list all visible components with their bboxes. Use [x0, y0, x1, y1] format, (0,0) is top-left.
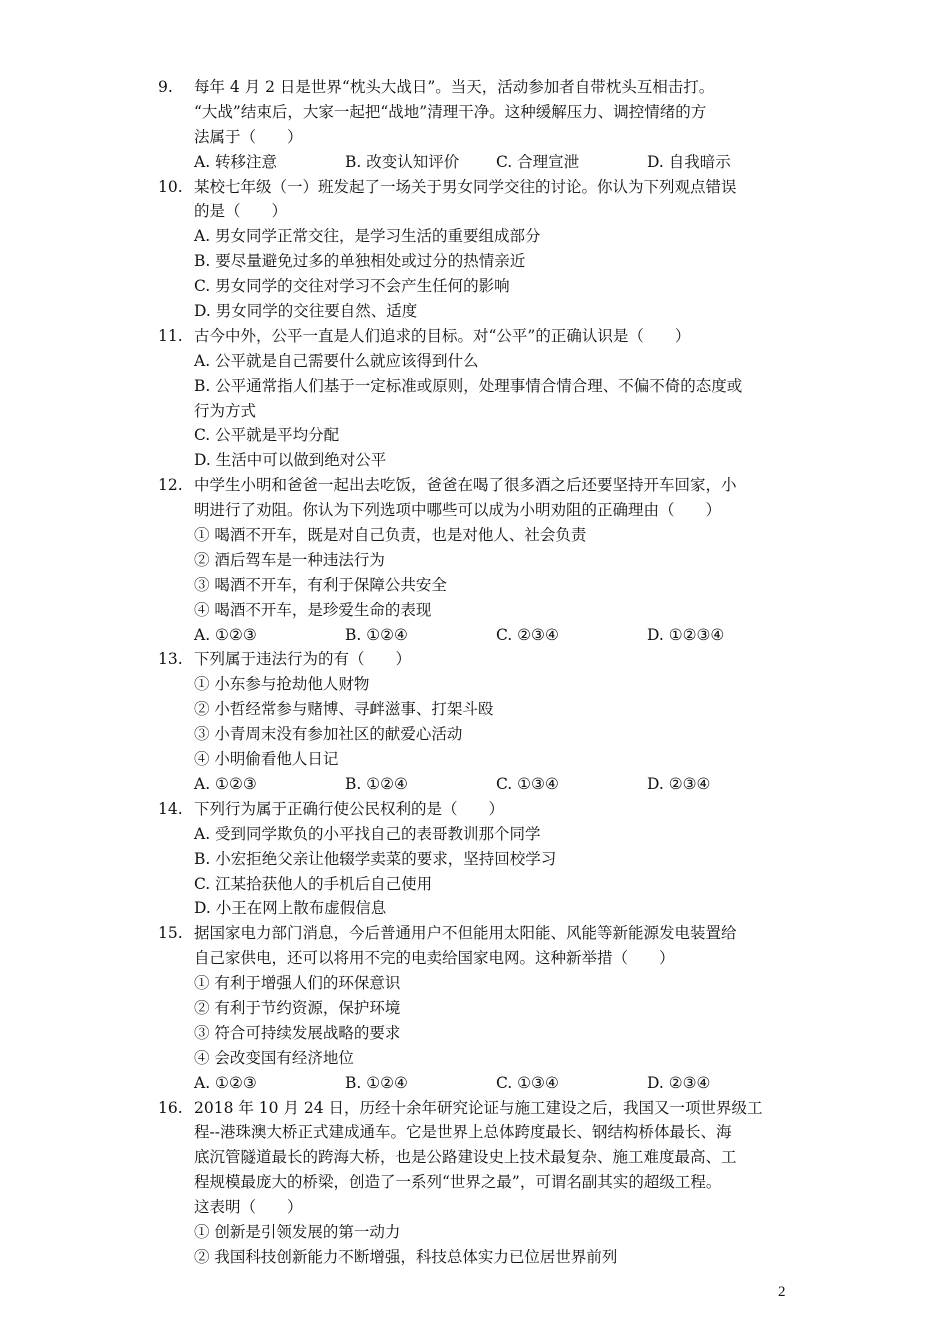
answer-choices-row: [158, 623, 798, 648]
question-stem-line: 某校七年级（一）班发起了一场关于男女同学交往的讨论。你认为下列观点错误: [194, 177, 737, 196]
question-stem-line: 中学生小明和爸爸一起出去吃饭，爸爸在喝了很多酒之后还要坚持开车回家，小: [194, 476, 737, 495]
statement-item: ③ 小青周末没有参加社区的献爱心活动: [194, 725, 463, 744]
answer-option: A. 公平就是自己需要什么就应该得到什么: [194, 351, 479, 370]
question-list: [158, 75, 798, 1270]
statement-item: ③ 喝酒不开车，有利于保障公共安全: [194, 575, 447, 594]
question-number: 9.: [158, 78, 173, 96]
answer-choice: C. ②③④: [496, 625, 559, 644]
answer-choice: B. ①②④: [345, 625, 408, 644]
question-block: [158, 1096, 798, 1270]
answer-option: B. 公平通常指人们基于一定标准或原则，处理事情合情合理、不偏不倚的态度或: [194, 376, 743, 395]
answer-option: B. 要尽量避免过多的单独相处或过分的热情亲近: [194, 252, 526, 271]
answer-choice: A. ①②③: [194, 625, 257, 644]
answer-option: 行为方式: [194, 401, 257, 420]
question-stem-line: 据国家电力部门消息，今后普通用户不但能用太阳能、风能等新能源发电装置给: [194, 924, 737, 943]
statement-item: ① 小东参与抢劫他人财物: [194, 675, 370, 694]
statement-item: ② 我国科技创新能力不断增强，科技总体实力已位居世界前列: [194, 1247, 618, 1266]
question-block: [158, 473, 798, 647]
question-block: [158, 647, 798, 796]
question-number: 10.: [158, 177, 183, 196]
answer-choice: B. ①②④: [345, 774, 408, 793]
statement-item: ① 喝酒不开车，既是对自己负责，也是对他人、社会负责: [194, 526, 587, 545]
statement-item: ② 小哲经常参与赌博、寻衅滋事、打架斗殴: [194, 700, 494, 719]
page-number: 2: [778, 1284, 786, 1300]
question-stem-line: 2018 年 10 月 24 日，历经十余年研究论证与施工建设之后，我国又一项世界级工: [194, 1098, 763, 1117]
answer-choice: C. 合理宣泄: [496, 152, 580, 171]
answer-option: D. 男女同学的交往要自然、适度: [194, 302, 418, 321]
question-stem-line: 法属于（ ）: [194, 127, 303, 146]
statement-item: ① 有利于增强人们的环保意识: [194, 974, 401, 993]
question-stem-line: 程--港珠澳大桥正式建成通车。它是世界上总体跨度最长、钢结构桥体最长、海: [194, 1123, 732, 1142]
question-stem-line: 这表明（ ）: [194, 1198, 303, 1217]
answer-choice: D. ①②③④: [647, 625, 725, 644]
answer-choice: C. ①③④: [496, 774, 559, 793]
answer-option: B. 小宏拒绝父亲让他辍学卖菜的要求，坚持回校学习: [194, 849, 557, 868]
question-block: [158, 175, 798, 324]
question-stem-line: 程规模最庞大的桥梁，创造了一系列“世界之最”，可谓名副其实的超级工程。: [194, 1173, 722, 1192]
answer-option: D. 生活中可以做到绝对公平: [194, 451, 387, 470]
question-stem-line: 明进行了劝阻。你认为下列选项中哪些可以成为小明劝阻的正确理由（ ）: [194, 501, 722, 520]
question-stem-line: 下列属于违法行为的有（ ）: [194, 650, 412, 669]
statement-item: ② 酒后驾车是一种违法行为: [194, 550, 385, 569]
answer-choice: A. ①②③: [194, 1073, 257, 1092]
answer-option: D. 小王在网上散布虚假信息: [194, 899, 387, 918]
answer-choice: A. 转移注意: [194, 152, 278, 171]
answer-choice: D. ②③④: [647, 774, 711, 793]
question-stem-line: 古今中外，公平一直是人们追求的目标。对“公平”的正确认识是（ ）: [194, 326, 691, 345]
question-number: 15.: [158, 924, 183, 943]
question-number: 16.: [158, 1098, 183, 1117]
question-stem-line: 底沉管隧道最长的跨海大桥，也是公路建设史上技术最复杂、施工难度最高、工: [194, 1148, 737, 1167]
statement-item: ④ 小明偷看他人日记: [194, 750, 339, 769]
statement-item: ③ 符合可持续发展战略的要求: [194, 1023, 401, 1042]
answer-choice: B. ①②④: [345, 1073, 408, 1092]
answer-option: C. 公平就是平均分配: [194, 426, 340, 445]
answer-option: C. 江某拾获他人的手机后自己使用: [194, 874, 433, 893]
question-stem-line: 下列行为属于正确行使公民权利的是（ ）: [194, 799, 505, 818]
statement-item: ② 有利于节约资源，保护环境: [194, 998, 401, 1017]
answer-option: A. 男女同学正常交往，是学习生活的重要组成部分: [194, 227, 541, 246]
question-number: 13.: [158, 650, 183, 669]
answer-choice: B. 改变认知评价: [345, 152, 460, 171]
question-block: [158, 921, 798, 1095]
answer-choices-row: [158, 772, 798, 797]
answer-choice: A. ①②③: [194, 774, 257, 793]
answer-option: A. 受到同学欺负的小平找自己的表哥教训那个同学: [194, 824, 541, 843]
statement-item: ④ 喝酒不开车，是珍爱生命的表现: [194, 600, 432, 619]
answer-choice: C. ①③④: [496, 1073, 559, 1092]
answer-choice: D. ②③④: [647, 1073, 711, 1092]
answer-option: C. 男女同学的交往对学习不会产生任何的影响: [194, 277, 510, 296]
question-number: 11.: [158, 326, 183, 345]
statement-item: ④ 会改变国有经济地位: [194, 1048, 354, 1067]
question-block: [158, 324, 798, 473]
question-stem-line: 自己家供电，还可以将用不完的电卖给国家电网。这种新举措（ ）: [194, 949, 675, 968]
statement-item: ① 创新是引领发展的第一动力: [194, 1222, 401, 1241]
answer-choices-row: [158, 1071, 798, 1096]
answer-choices-row: [158, 150, 798, 175]
question-number: 14.: [158, 799, 183, 818]
question-block: [158, 797, 798, 921]
question-stem-line: “大战”结束后，大家一起把“战地”清理干净。这种缓解压力、调控情绪的方: [194, 102, 707, 121]
question-stem-line: 的是（ ）: [194, 202, 288, 221]
question-number: 12.: [158, 476, 183, 495]
question-block: [158, 75, 798, 175]
answer-choice: D. 自我暗示: [647, 152, 731, 171]
question-stem-line: 每年 4 月 2 日是世界“枕头大战日”。当天，活动参加者自带枕头互相击打。: [194, 78, 715, 96]
